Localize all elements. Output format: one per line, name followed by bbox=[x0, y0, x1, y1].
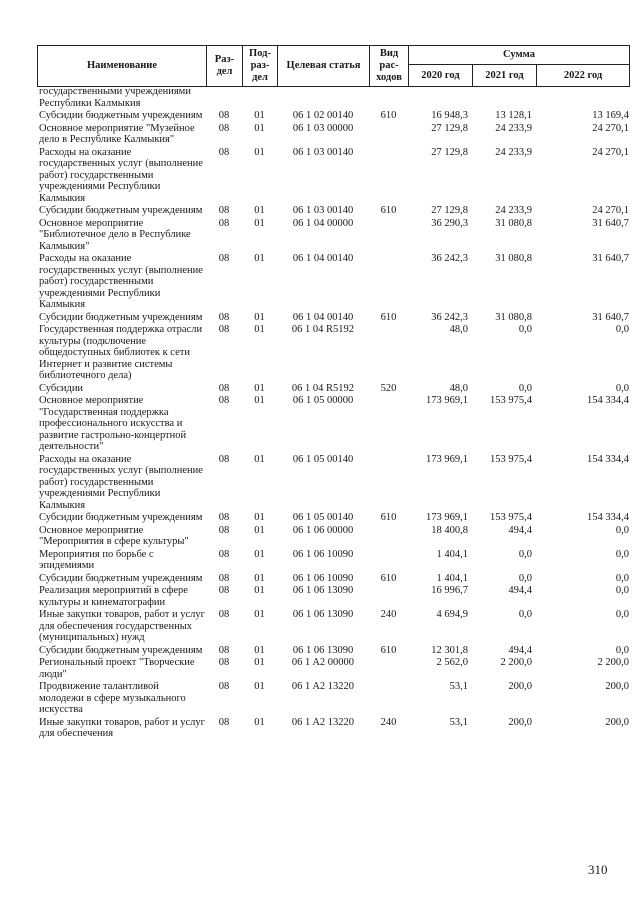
row-2021: 24 233,9 bbox=[495, 122, 532, 134]
table-row bbox=[37, 645, 629, 658]
table-row bbox=[37, 512, 629, 525]
row-2022 bbox=[536, 86, 629, 110]
row-2022: 31 640,7 bbox=[592, 311, 629, 323]
row-podrazdel: 01 bbox=[254, 110, 265, 121]
row-vid: 240 bbox=[380, 716, 397, 728]
row-2021: 494,4 bbox=[508, 585, 532, 596]
row-2020: 36 242,3 bbox=[431, 311, 468, 323]
row-target: 06 1 05 00140 bbox=[292, 512, 354, 523]
row-razdel: 08 bbox=[218, 585, 230, 596]
row-vid bbox=[369, 86, 408, 110]
header-2021: 2021 год bbox=[473, 65, 537, 87]
row-podrazdel: 01 bbox=[254, 253, 265, 264]
row-vid: 610 bbox=[380, 311, 397, 323]
row-2022: 200,0 bbox=[605, 716, 629, 728]
row-vid bbox=[369, 549, 408, 573]
row-name: Субсидии бюджетным учреждениям bbox=[39, 205, 203, 216]
row-target: 06 1 04 00000 bbox=[292, 217, 354, 229]
row-razdel: 08 bbox=[218, 644, 230, 656]
row-target: 06 1 06 10090 bbox=[292, 572, 354, 584]
row-podrazdel: 01 bbox=[254, 311, 265, 323]
row-2021: 494,4 bbox=[508, 644, 532, 656]
row-razdel: 08 bbox=[218, 311, 230, 323]
row-target: 06 1 06 13090 bbox=[292, 644, 354, 656]
row-razdel: 08 bbox=[218, 395, 230, 406]
row-name: Субсидии бюджетным учреждениям bbox=[39, 110, 203, 121]
row-vid bbox=[369, 253, 408, 312]
row-target: 06 1 03 00140 bbox=[292, 205, 354, 216]
row-razdel: 08 bbox=[218, 524, 230, 536]
row-2022: 154 334,4 bbox=[587, 395, 629, 406]
row-podrazdel: 01 bbox=[254, 122, 265, 134]
row-target: 06 1 06 00000 bbox=[292, 524, 354, 536]
row-name: Субсидии бюджетным учреждениям bbox=[39, 644, 203, 656]
table-row bbox=[37, 573, 629, 586]
header-name: Наименование bbox=[38, 46, 207, 87]
row-vid: 520 bbox=[380, 382, 397, 394]
row-target: 06 1 04 00140 bbox=[292, 253, 354, 264]
row-razdel: 08 bbox=[218, 110, 230, 121]
row-2022: 0,0 bbox=[615, 382, 629, 394]
table-row bbox=[37, 86, 629, 110]
table-row bbox=[37, 585, 629, 609]
row-2020: 48,0 bbox=[449, 382, 468, 394]
row-podrazdel: 01 bbox=[254, 146, 265, 158]
row-podrazdel: 01 bbox=[254, 585, 265, 596]
row-razdel: 08 bbox=[218, 205, 230, 216]
row-2020: 27 129,8 bbox=[431, 122, 468, 134]
row-vid bbox=[369, 218, 408, 254]
row-name: государственными учреждениями Республики Калмыкия bbox=[39, 86, 191, 109]
row-2021: 24 233,9 bbox=[495, 205, 532, 216]
header-summa: Сумма bbox=[409, 46, 630, 65]
row-2020: 2 562,0 bbox=[436, 657, 468, 668]
row-2022: 154 334,4 bbox=[587, 512, 629, 523]
row-2022: 0,0 bbox=[615, 572, 629, 584]
header-target: Целевая статья bbox=[278, 46, 370, 87]
row-podrazdel: 01 bbox=[254, 512, 265, 523]
row-name: Реализация мероприятий в сфере культуры и кинематографии bbox=[39, 585, 188, 608]
row-2020 bbox=[408, 86, 472, 110]
row-2020: 18 400,8 bbox=[431, 524, 468, 536]
row-podrazdel: 01 bbox=[254, 382, 265, 394]
row-2022: 154 334,4 bbox=[587, 453, 629, 465]
row-2021: 153 975,4 bbox=[490, 395, 532, 406]
row-2021: 31 080,8 bbox=[495, 217, 532, 229]
row-name: Расходы на оказание государственных услуг (выполнение работ) государственными учреждениями Республики Калмыкия bbox=[39, 146, 203, 204]
header-podrazdel: Под-раз-дел bbox=[243, 46, 278, 87]
budget-table bbox=[37, 86, 629, 741]
row-vid: 610 bbox=[380, 205, 397, 216]
row-name: Иные закупки товаров, работ и услуг для обеспечения государственных (муниципальных) нужд bbox=[39, 609, 205, 643]
row-target: 06 1 02 00140 bbox=[292, 110, 354, 121]
row-name: Продвижение талантливой молодежи в сфере музыкального искусства bbox=[39, 681, 186, 715]
row-2022: 0,0 bbox=[615, 585, 629, 596]
row-name: Основное мероприятие "Музейное дело в Республике Калмыкия" bbox=[39, 122, 195, 145]
row-2021: 0,0 bbox=[518, 572, 532, 584]
row-2021: 0,0 bbox=[518, 548, 532, 560]
row-podrazdel: 01 bbox=[254, 453, 265, 465]
row-name: Иные закупки товаров, работ и услуг для обеспечения bbox=[39, 716, 205, 739]
row-2020: 1 404,1 bbox=[436, 572, 468, 584]
row-target: 06 1 A2 13220 bbox=[291, 681, 355, 692]
table-row bbox=[37, 657, 629, 681]
row-razdel: 08 bbox=[218, 548, 230, 560]
row-target: 06 1 04 R5192 bbox=[291, 382, 355, 394]
row-vid: 610 bbox=[380, 110, 397, 121]
row-podrazdel: 01 bbox=[254, 205, 265, 216]
row-2022: 0,0 bbox=[615, 548, 629, 560]
row-2022: 24 270,1 bbox=[592, 146, 629, 158]
row-razdel: 08 bbox=[218, 122, 230, 134]
table-row bbox=[37, 205, 629, 218]
row-name: Региональный проект "Творческие люди" bbox=[39, 657, 195, 680]
row-2022: 200,0 bbox=[605, 681, 629, 692]
row-2022: 0,0 bbox=[615, 609, 629, 620]
header-2020: 2020 год bbox=[409, 65, 473, 87]
row-vid: 240 bbox=[380, 609, 397, 620]
row-2021: 200,0 bbox=[508, 681, 532, 692]
row-2020: 48,0 bbox=[449, 324, 468, 335]
row-vid: 610 bbox=[380, 572, 397, 584]
row-2022: 24 270,1 bbox=[592, 122, 629, 134]
row-2022: 0,0 bbox=[615, 644, 629, 656]
row-vid bbox=[369, 681, 408, 717]
table-row bbox=[37, 681, 629, 717]
row-vid: 610 bbox=[380, 512, 397, 523]
row-name: Государственная поддержка отрасли культуры (подключение общедоступных библиотек к сети Интернет и развитие системы библиотечного дела) bbox=[39, 324, 203, 381]
row-2021: 31 080,8 bbox=[495, 311, 532, 323]
row-2020: 173 969,1 bbox=[426, 453, 468, 465]
row-podrazdel: 01 bbox=[254, 324, 265, 335]
row-vid bbox=[369, 324, 408, 383]
row-2020: 53,1 bbox=[449, 716, 468, 728]
row-podrazdel bbox=[242, 86, 277, 110]
row-name: Субсидии бюджетным учреждениям bbox=[39, 512, 203, 523]
row-name: Основное мероприятие "Государственная поддержка профессионального искусства и развитие гастрольно-концертной деятельности" bbox=[39, 395, 187, 452]
row-target bbox=[277, 86, 369, 110]
table-row bbox=[37, 253, 629, 312]
row-podrazdel: 01 bbox=[254, 716, 265, 728]
row-razdel: 08 bbox=[218, 572, 230, 584]
row-target: 06 1 04 00140 bbox=[292, 311, 354, 323]
row-podrazdel: 01 bbox=[254, 572, 265, 584]
row-name: Основное мероприятие "Библиотечное дело в Республике Калмыкия" bbox=[39, 217, 191, 252]
row-2020: 173 969,1 bbox=[426, 395, 468, 406]
table-body bbox=[37, 86, 629, 741]
table-row bbox=[37, 312, 629, 325]
row-2021: 31 080,8 bbox=[495, 253, 532, 264]
row-target: 06 1 05 00000 bbox=[292, 395, 354, 406]
row-2020: 16 996,7 bbox=[431, 585, 468, 596]
row-name: Основное мероприятие "Мероприятия в сфере культуры" bbox=[39, 524, 189, 547]
row-2022: 0,0 bbox=[615, 524, 629, 536]
row-vid bbox=[369, 123, 408, 147]
row-vid: 610 bbox=[380, 644, 397, 656]
row-target: 06 1 04 R5192 bbox=[291, 324, 355, 335]
table-row bbox=[37, 383, 629, 396]
row-podrazdel: 01 bbox=[254, 644, 265, 656]
row-name: Субсидии бюджетным учреждениям bbox=[39, 572, 203, 584]
row-name: Расходы на оказание государственных услуг (выполнение работ) государственными учреждениями Республики Калмыкия bbox=[39, 453, 203, 511]
row-vid bbox=[369, 585, 408, 609]
row-2022: 31 640,7 bbox=[592, 253, 629, 264]
row-2020: 1 404,1 bbox=[436, 548, 468, 560]
table-header bbox=[37, 45, 630, 87]
page-number: 310 bbox=[588, 862, 608, 877]
table-row bbox=[37, 395, 629, 454]
row-podrazdel: 01 bbox=[254, 548, 265, 560]
row-2020: 36 290,3 bbox=[431, 217, 468, 229]
row-vid bbox=[369, 657, 408, 681]
row-vid bbox=[369, 454, 408, 513]
header-razdel: Раз-дел bbox=[207, 46, 243, 87]
row-razdel bbox=[206, 86, 242, 110]
row-2022: 0,0 bbox=[615, 324, 629, 335]
row-razdel: 08 bbox=[218, 324, 230, 335]
table-row bbox=[37, 218, 629, 254]
row-2021: 2 200,0 bbox=[500, 657, 532, 668]
row-2021: 153 975,4 bbox=[490, 512, 532, 523]
row-2022: 2 200,0 bbox=[597, 657, 629, 668]
row-vid bbox=[369, 147, 408, 206]
row-podrazdel: 01 bbox=[254, 609, 265, 620]
row-2021: 0,0 bbox=[518, 609, 532, 620]
row-razdel: 08 bbox=[218, 512, 230, 523]
row-razdel: 08 bbox=[218, 657, 230, 668]
row-razdel: 08 bbox=[218, 382, 230, 394]
table-row bbox=[37, 454, 629, 513]
row-2020: 173 969,1 bbox=[426, 512, 468, 523]
row-razdel: 08 bbox=[218, 253, 230, 264]
row-razdel: 08 bbox=[218, 453, 230, 465]
row-2020: 53,1 bbox=[449, 681, 468, 692]
row-2021 bbox=[472, 86, 536, 110]
row-target: 06 1 06 13090 bbox=[292, 609, 354, 620]
row-2021: 24 233,9 bbox=[495, 146, 532, 158]
row-2022: 13 169,4 bbox=[592, 110, 629, 121]
row-name: Субсидии bbox=[39, 382, 84, 394]
row-2021: 13 128,1 bbox=[495, 110, 532, 121]
row-target: 06 1 06 10090 bbox=[292, 548, 354, 560]
row-2021: 494,4 bbox=[508, 524, 532, 536]
table-row bbox=[37, 609, 629, 645]
row-2021: 200,0 bbox=[508, 716, 532, 728]
row-2020: 27 129,8 bbox=[431, 146, 468, 158]
row-target: 06 1 03 00140 bbox=[292, 146, 354, 158]
row-razdel: 08 bbox=[218, 681, 230, 692]
header-2022: 2022 год bbox=[537, 65, 630, 87]
row-razdel: 08 bbox=[218, 217, 230, 229]
row-name: Расходы на оказание государственных услуг (выполнение работ) государственными учреждениями Республики Калмыкия bbox=[39, 253, 203, 310]
table-row bbox=[37, 717, 629, 741]
row-2022: 24 270,1 bbox=[592, 205, 629, 216]
row-2021: 153 975,4 bbox=[490, 453, 532, 465]
table-row bbox=[37, 549, 629, 573]
row-podrazdel: 01 bbox=[254, 681, 265, 692]
row-2020: 12 301,8 bbox=[431, 644, 468, 656]
table-row bbox=[37, 324, 629, 383]
row-target: 06 1 06 13090 bbox=[292, 585, 354, 596]
row-2021: 0,0 bbox=[518, 324, 532, 335]
row-2020: 16 948,3 bbox=[431, 110, 468, 121]
row-podrazdel: 01 bbox=[254, 524, 265, 536]
row-2021: 0,0 bbox=[518, 382, 532, 394]
table-row bbox=[37, 110, 629, 123]
row-razdel: 08 bbox=[218, 716, 230, 728]
row-target: 06 1 05 00140 bbox=[292, 453, 354, 465]
table-row bbox=[37, 123, 629, 147]
row-target: 06 1 03 00000 bbox=[292, 122, 354, 134]
row-target: 06 1 A2 13220 bbox=[291, 716, 355, 728]
row-podrazdel: 01 bbox=[254, 657, 265, 668]
row-podrazdel: 01 bbox=[254, 395, 265, 406]
row-vid bbox=[369, 395, 408, 454]
header-vid: Вид рас-ходов bbox=[370, 46, 409, 87]
row-2020: 4 694,9 bbox=[436, 609, 468, 620]
row-2022: 31 640,7 bbox=[592, 217, 629, 229]
row-2020: 36 242,3 bbox=[431, 253, 468, 264]
row-2020: 27 129,8 bbox=[431, 205, 468, 216]
table-row bbox=[37, 147, 629, 206]
row-name: Субсидии бюджетным учреждениям bbox=[39, 311, 203, 323]
row-razdel: 08 bbox=[218, 609, 230, 620]
table-row bbox=[37, 525, 629, 549]
row-podrazdel: 01 bbox=[254, 217, 265, 229]
row-name: Мероприятия по борьбе с эпидемиями bbox=[39, 548, 154, 571]
row-razdel: 08 bbox=[218, 146, 230, 158]
row-target: 06 1 A2 00000 bbox=[291, 657, 355, 668]
row-vid bbox=[369, 525, 408, 549]
